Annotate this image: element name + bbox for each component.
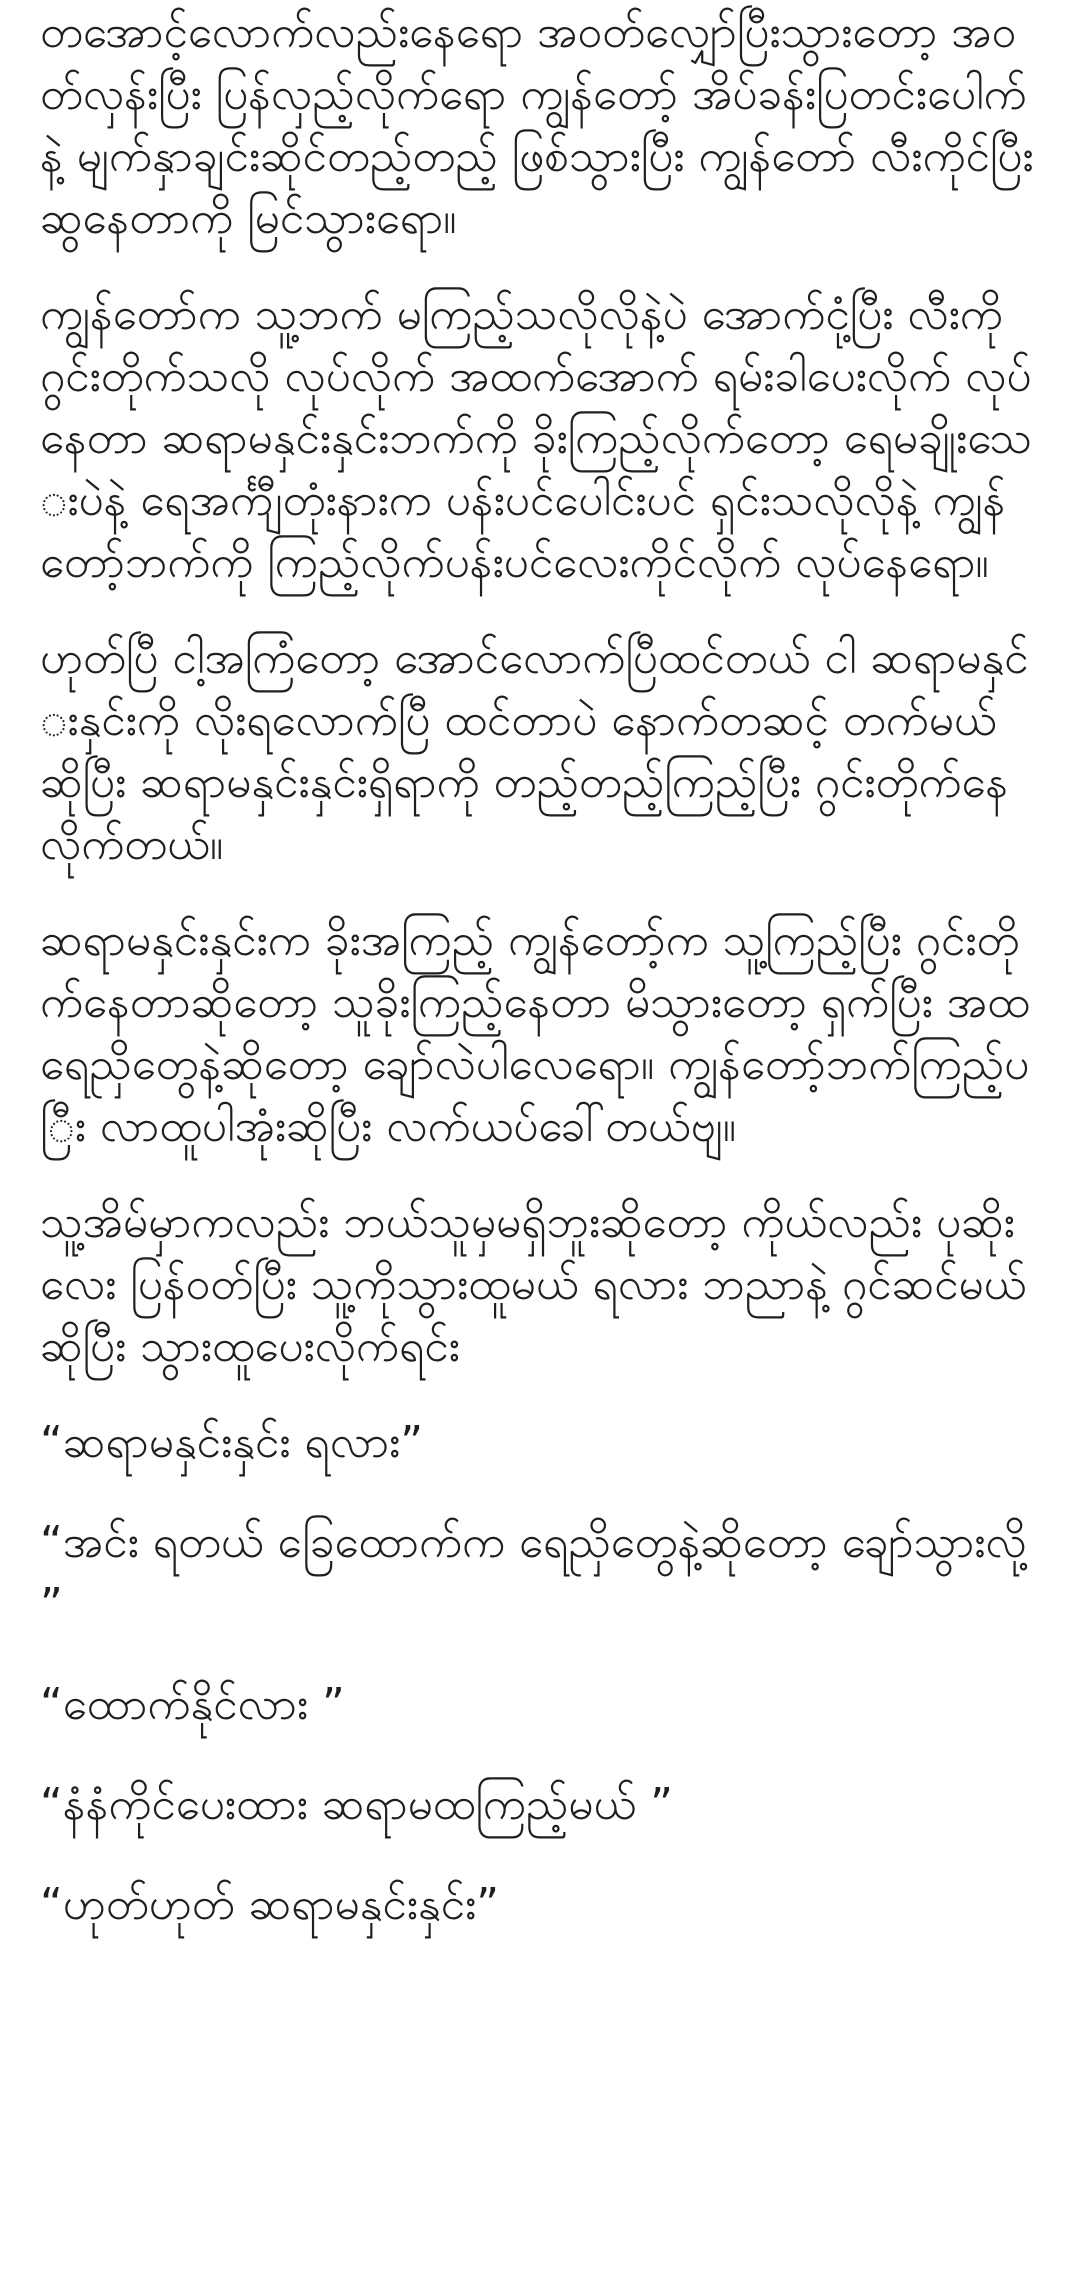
story-paragraph: ဆရာမနှင်းနှင်းက ခိုးအကြည့် ကျွန်တော့်က သူ့ကြည့်ပြီး ဂွင်းတိုက်နေတာဆိုတော့ သူခိုးကြည့်နေတာ မိသွားတော့ ရှက်ပြီး အထ ရေညှိတွေနဲ့ဆိုတော့ ချော်လဲပါလေရော။ ကျွန်တော့်ဘက်ကြည့်ပြီး လာထူပါအုံးဆိုပြီး လက်ယပ်ခေါ်တယ်ဗျ။ bbox=[40, 915, 1030, 1152]
dialogue-line: “ဆရာမနှင်းနှင်း ရလား” bbox=[40, 1417, 424, 1468]
story-paragraph: သူ့အိမ်မှာကလည်း ဘယ်သူမှမရှိဘူးဆိုတော့ ကိုယ်လည်း ပုဆိုးလေး ပြန်ဝတ်ပြီး သူ့ကိုသွားထူမယ် ရလား ဘညာနဲ့ ဂွင်ဆင်မယ်ဆိုပြီး သွားထူပေးလိုက်ရင်း bbox=[40, 1197, 1027, 1372]
story-paragraph: ဟုတ်ပြီ ငါ့အကြံတော့ အောင်လောက်ပြီထင်တယ် ငါ ဆရာမနှင်းနှင်းကို လိုးရလောက်ပြီ ထင်တာပဲ နောက်တဆင့် တက်မယ်ဆိုပြီး ဆရာမနှင်းနှင်းရှိရာကို တည့်တည့်ကြည့်ပြီး ဂွင်းတိုက်နေလိုက်တယ်။ bbox=[40, 633, 1029, 870]
dialogue-line: “ထောက်နိုင်လား ” bbox=[40, 1679, 345, 1730]
story-paragraph: ကျွန်တော်က သူ့ဘက် မကြည့်သလိုလိုနဲ့ပဲ အောက်ငုံ့ပြီး လီးကို ဂွင်းတိုက်သလို လုပ်လိုက် အထက်အောက် ရမ်းခါပေးလိုက် လုပ်နေတာ ဆရာမနှင်းနှင်းဘက်ကို ခိုးကြည့်လိုက်တော့ ရေမချိုးသေးပဲနဲ့ ရေအင်္ကျီတုံးနားက ပန်းပင်ပေါင်းပင် ရှင်းသလိုလိုနဲ့ ကျွန်တော့်ဘက်ကို ကြည့်လိုက်ပန်းပင်လေးကိုင်လိုက် လုပ်နေရော။ bbox=[40, 289, 1032, 588]
dialogue-line: “နံနံကိုင်ပေးထား ဆရာမထကြည့်မယ် ” bbox=[40, 1779, 673, 1830]
story-paragraph: တအောင့်လောက်လည်းနေရော အဝတ်လျှော်ပြီးသွားတော့ အဝတ်လှန်းပြီး ပြန်လှည့်လိုက်ရော ကျွန်တော့် အိပ်ခန်းပြတင်းပေါက်နဲ့ မျက်နှာချင်းဆိုင်တည့်တည့် ဖြစ်သွားပြီး ကျွန်တော် လီးကိုင်ပြီး ဆွနေတာကို မြင်သွားရော။ bbox=[40, 7, 1034, 244]
dialogue-line: “ဟုတ်ဟုတ် ဆရာမနှင်းနှင်း” bbox=[40, 1879, 500, 1930]
dialogue-line: “အင်း ရတယ် ခြေထောက်က ရေညှိတွေနဲ့ဆိုတော့ ချော်သွားလို့ ” bbox=[40, 1517, 1027, 1630]
